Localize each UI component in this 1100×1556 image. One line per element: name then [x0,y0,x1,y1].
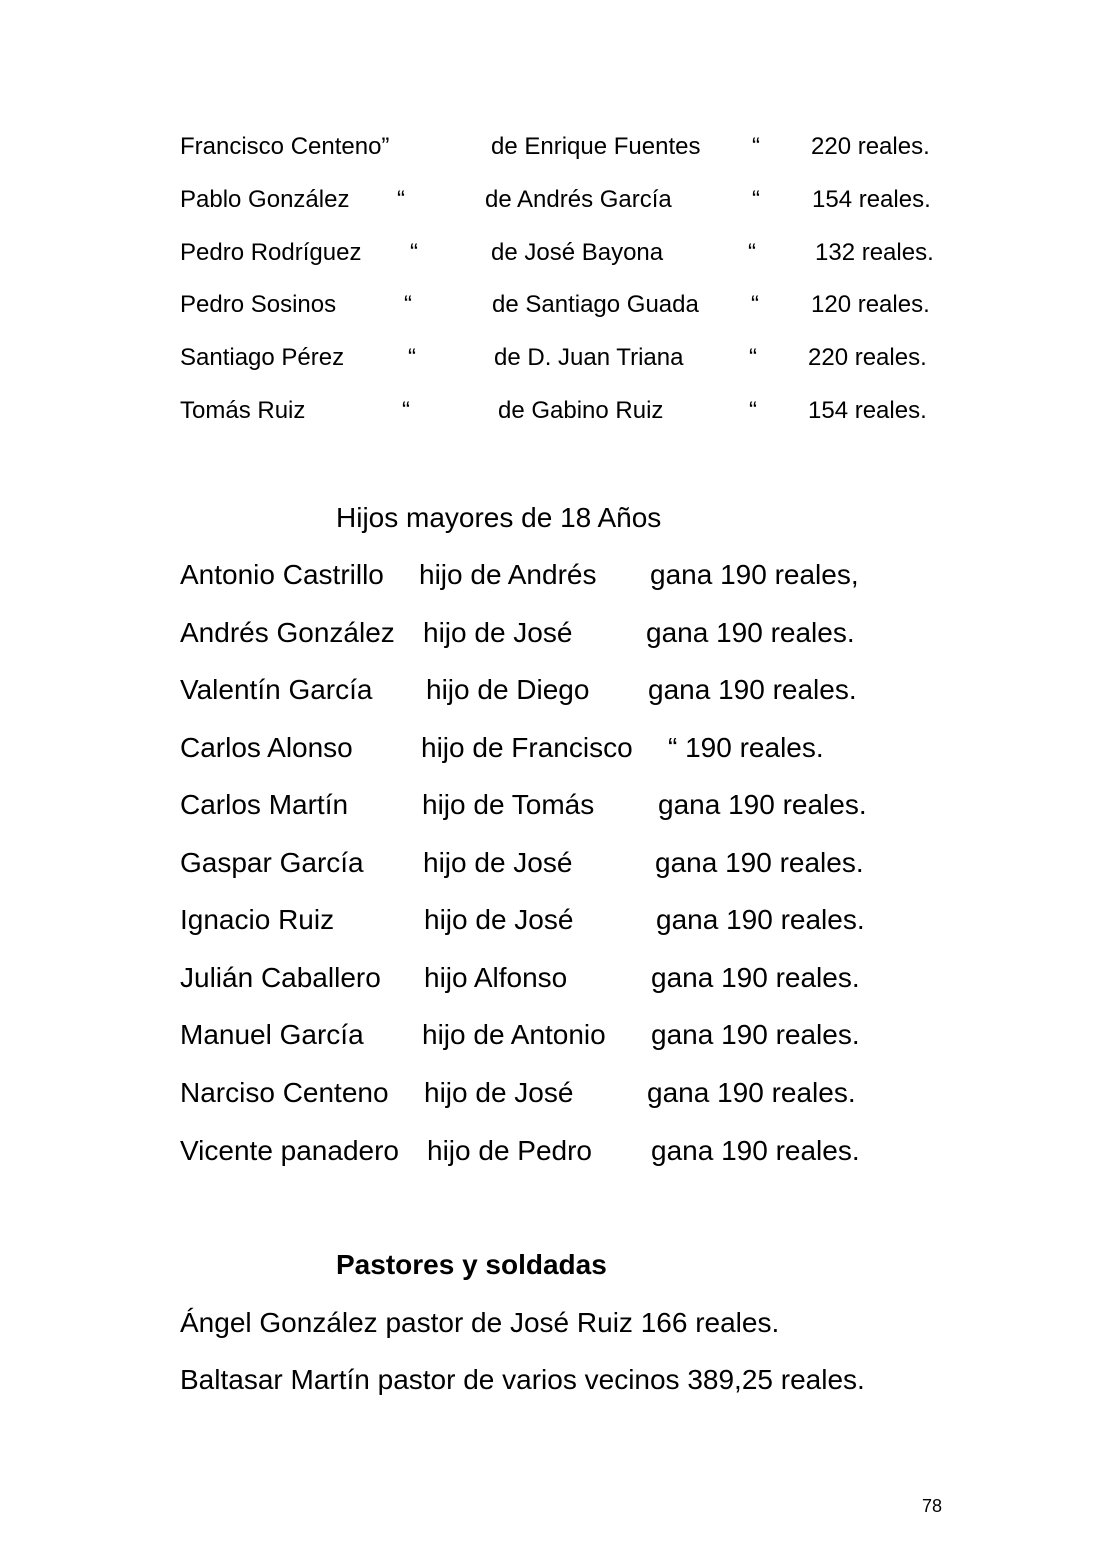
page-number: 78 [922,1496,943,1516]
entry-earnings: gana 190 reales. [646,617,855,648]
section-heading: Pastores y soldadas [336,1249,607,1280]
entry-earnings: gana 190 reales. [658,789,867,820]
entry-name: Santiago Pérez [180,344,345,371]
entry-amount: 154 reales. [812,186,931,213]
entry-name: Valentín García [180,674,373,705]
entry-parent: hijo de Francisco [421,732,633,763]
ditto-mark: “ [397,186,405,213]
entry-amount: 154 reales. [808,397,927,424]
entry-earnings: gana 190 reales. [655,847,864,878]
entry-name: Pedro Sosinos [180,291,337,318]
ditto-mark: “ [404,291,412,318]
entry-earnings: “ 190 reales. [668,732,824,763]
entry-parent: hijo de Pedro [427,1135,593,1166]
entry-earnings: gana 190 reales. [648,674,857,705]
ditto-mark: “ [752,133,760,160]
entry-name: Gaspar García [180,847,364,878]
entry-name: Narciso Centeno [180,1077,389,1108]
entry-employer: de José Bayona [491,239,664,266]
list-item: Ángel González pastor de José Ruiz 166 reales. [180,1307,780,1338]
entry-employer: de Enrique Fuentes [491,133,701,160]
entry-earnings: gana 190 reales. [647,1077,856,1108]
entry-parent: hijo de Antonio [422,1019,606,1050]
entry-name: Ignacio Ruiz [180,904,335,935]
entry-name: Vicente panadero [180,1135,399,1166]
ditto-mark: “ [752,186,760,213]
entry-parent: hijo de José [423,617,573,648]
entry-parent: hijo de José [423,847,573,878]
entry-employer: de Gabino Ruiz [498,397,664,424]
entry-name: Francisco Centeno” [180,133,390,160]
entry-employer: de D. Juan Triana [494,344,684,371]
entry-name: Pablo González [180,186,350,213]
entry-name: Antonio Castrillo [180,559,384,590]
entry-employer: de Santiago Guada [492,291,699,318]
entry-parent: hijo de José [424,1077,574,1108]
entry-parent: hijo de Andrés [419,559,597,590]
entry-name: Tomás Ruiz [180,397,306,424]
entry-earnings: gana 190 reales. [651,1019,860,1050]
ditto-mark: “ [408,344,416,371]
ditto-mark: “ [749,397,757,424]
ditto-mark: “ [751,291,759,318]
entry-earnings: gana 190 reales. [651,1135,860,1166]
entry-parent: hijo de Diego [426,674,590,705]
entry-name: Manuel García [180,1019,364,1050]
entry-amount: 220 reales. [808,344,927,371]
entry-parent: hijo de Tomás [422,789,595,820]
entry-amount: 220 reales. [811,133,930,160]
list-item: Baltasar Martín pastor de varios vecinos 389,25 reales. [180,1364,865,1395]
entry-parent: hijo Alfonso [424,962,568,993]
entry-amount: 132 reales. [815,239,934,266]
ditto-mark: “ [402,397,410,424]
entry-name: Carlos Martín [180,789,349,820]
entry-name: Julián Caballero [180,962,381,993]
entry-earnings: gana 190 reales, [650,559,859,590]
entry-name: Andrés González [180,617,395,648]
section-heading: Hijos mayores de 18 Años [336,502,662,533]
entry-earnings: gana 190 reales. [656,904,865,935]
entry-name: Pedro Rodríguez [180,239,362,266]
entry-parent: hijo de José [424,904,574,935]
ditto-mark: “ [748,239,756,266]
entry-amount: 120 reales. [811,291,930,318]
ditto-mark: “ [749,344,757,371]
entry-earnings: gana 190 reales. [651,962,860,993]
ditto-mark: “ [410,239,418,266]
entry-employer: de Andrés García [485,186,672,213]
entry-name: Carlos Alonso [180,732,353,763]
